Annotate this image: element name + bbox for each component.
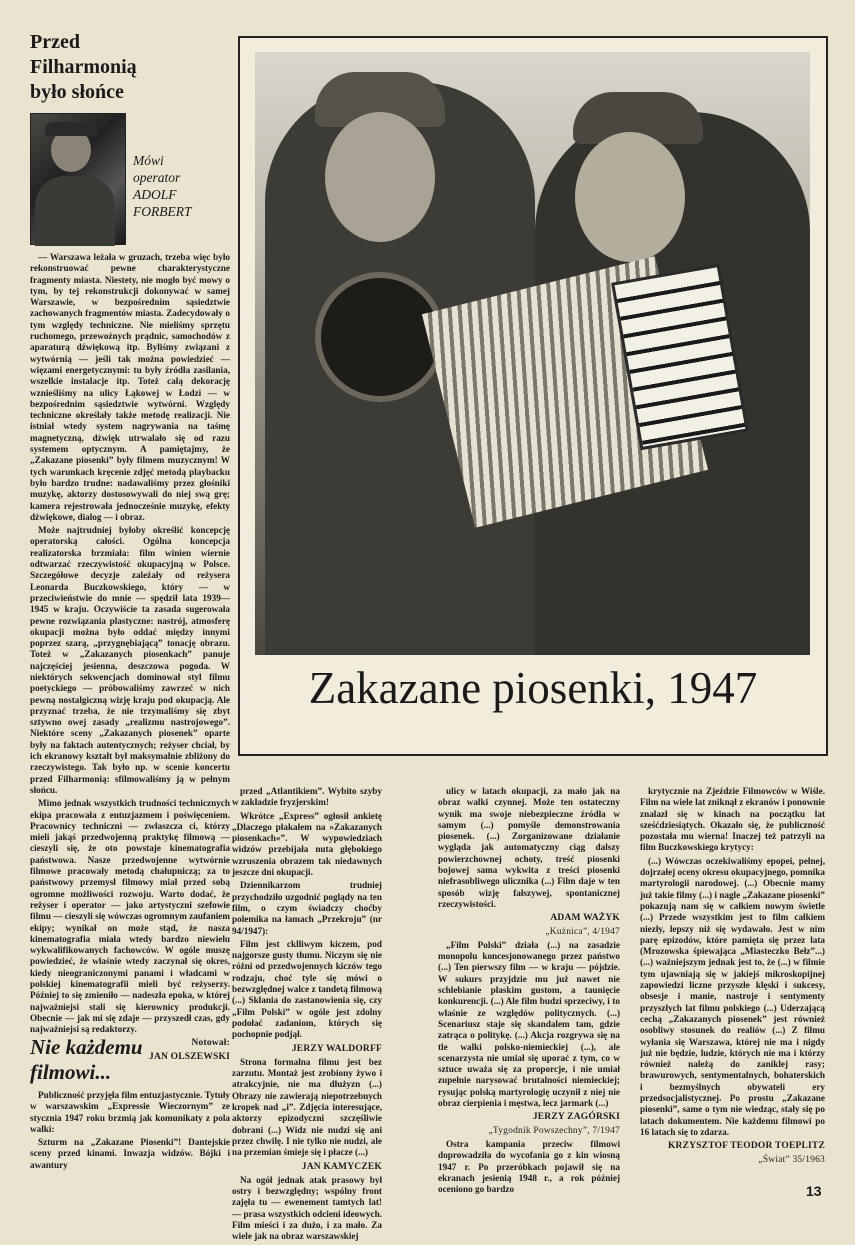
press-paragraph: przed „Atlantikiem”. Wybito szyby w zakładzie fryzjerskim! [232, 786, 382, 808]
operator-portrait-photo [30, 113, 126, 245]
press-paragraph: Dziennikarzom trudniej przychodziło uzgodnić poglądy na ten film, o czym świadczy choćby polemika na łamach „Przekroju” (nr 94/1947): [232, 880, 382, 936]
article-title [30, 30, 230, 105]
press-paragraph: Film jest cklliwym kiczem, pod najgorsze gusty tłumu. Niczym się nie różni od przedwojennych kiczów tego rodzaju, choć tyle się mówi o bezwzględnej walce z tandetą filmową (...) Skłania do zastanowienia się, czy „Film Polski” w ogóle jest zdolny podołać zadaniom, których się pochopnie podjął. [232, 938, 382, 1040]
subhead-line: filmowi... [30, 1060, 112, 1084]
press-paragraph: Na ogół jednak atak prasowy był ostry i bezwzględny; wspólny front zajęła tu — ewenement tamtych lat! — prasa wszystkich odcieni ideowych. Film mieści i za dużo, i za mało. Za wiele jak na obraz warszawskiej [232, 1174, 382, 1242]
page-number: 13 [806, 1183, 822, 1199]
subsection-paragraph: Szturm na „Zakazane Piosenki”! Dantejskie sceny przed kinami. Inwazja widzów. Bójki i awantury [30, 1137, 230, 1170]
press-paragraph: ulicy w latach okupacji, za mało jak na obraz walki czynnej. Może ten ostateczny wynik ma swoje niebezpieczne źródła w samym (...) pomyśle demonstrowania piosenek. (...) Zorganizowane działanie wygląda jak automatyczny ciąg dalszy powierzchownej ochoty, treść piosenki bojowej sama wykwita z treści piosenki niefrasobliwego ulicznika (...) Film daje w ten sposób wizję fałszywej, spontanicznej rzeczywistości. [438, 786, 620, 909]
caption-line: operator [133, 170, 181, 185]
caption-line: FORBERT [133, 204, 192, 219]
press-paragraph: Ostra kampania przeciw filmowi doprowadziła do wycofania go z kin wiosną 1947 r. Po przeróbkach pojawił się na ekranach jesienią 1948 r., a rok później oceniono go bardzo [438, 1138, 620, 1195]
signature: ADAM WAŻYK [550, 913, 620, 924]
press-paragraph: „Film Polski” działa (...) na zasadzie monopolu koncesjonowanego przez państwo (...) Ten pierwszy film — w kraju — pójdzie. W sukurs przyjdzie mu już nawet nie schlebianie płaskim gustom, a taunięcie konkurencji. (...) Ale film budzi sprzeciwy, i to właśnie ze względów politycznych. (...) Scenariusz staje się skandalem tam, gdzie zatrąca o politykę. (...) Akcja rozgrywa się na tle walki polsko-niemieckiej (...), ale scenarzysta nie umiał się uporać z tym, co w sztuce uważa się za proporcje, i nie umiał zupełnie narysować brutalności niemieckiej; rysując polską martyrologię uczynił z niej nie obraz cierpienia i męstwa, lecz jarmark (...) [438, 939, 620, 1109]
subsection-paragraph: Publiczność przyjęła film entuzjastycznie. Tytuły w warszawskim „Expressie Wieczornym” ze stycznia 1947 roku brzmią jak komunikaty z pola walki: [30, 1090, 230, 1134]
signature-source: „Tygodnik Powszechny”, 7/1947 [488, 1125, 620, 1136]
subsection-column [30, 1090, 230, 1173]
press-column-1 [232, 786, 382, 1245]
title-line: Przed [30, 31, 80, 53]
interview-paragraph: Mimo jednak wszystkich trudności technicznych ekipa pracowała z entuzjazmem i poświęceniem. Pracownicy techniczni — zwłaszcza ci, którzy mieli jakąś przedwojenną praktykę filmową — cieszyli się, że oto powstaje kinematografia państwowa. Nasze przedwojenne wytwórnie filmowe pracowały metodą chałupniczą; za to państwowy przemysł filmowy miał przed sobą ogromne możliwości rozwoju. Warto dodać, że reżyser i operator — jako artystyczni szefowie filmu — cieszyli się wówczas ogromnym zaufaniem ekipy; wynikał on może stąd, że nasza kinematografia miała wtedy bardzo niewielu wykwalifikowanych fachowców. W ogóle muszę powiedzieć, że właśnie wtedy zaczynał się okres, kiedy nieograniczonymi panami i władcami w polskiej kinematografii mieli być reżyserzy. Później to się zmieniło — nadeszła epoka, w której najważniejsi stali się kierownicy produkcji. Obecnie — jak mi się zdaje — przyszedł czas, gdy najważniejsi są redaktorzy. [30, 798, 230, 1035]
press-column-3 [640, 786, 825, 1168]
portrait-caption [133, 152, 233, 220]
tambourine [315, 272, 445, 402]
signature: KRZYSZTOF TEODOR TOEPLITZ [667, 1141, 825, 1152]
film-still-photo [255, 52, 810, 655]
signature: JERZY WALDORFF [291, 1043, 382, 1054]
signature: JERZY ZAGÓRSKI [532, 1112, 620, 1123]
caption-line: ADOLF [133, 187, 177, 202]
title-line: Filharmonią [30, 56, 137, 78]
interview-paragraph: — Warszawa leżała w gruzach, trzeba więc było rekonstruować pewne charakterystyczne fragmenty miasta. Niestety, nie mogło być mowy o tym, by tej rekonstrukcji dokonywać w samej Warszawie, w bezpośrednim sąsiedztwie zachowanych fragmentów miasta. Zadecydowały o tym względy techniczne. Nie mieliśmy sprzętu ruchomego, przewoźnych prądnic, samochodów z aparaturą dźwiękową itp. Byliśmy związani z wytwórnią — jeśli tak można powiedzieć — więzami energetycznymi: tu były źródła zasilania, wszelkie instalacje itp. Toteż całą dekorację wznieśliśmy na ulicy Łąkowej w Łodzi — w bezpośrednim sąsiedztwie wytwórni. Względy techniczne określały także metodę realizacji. Nie istniał wtedy system nagrywania na taśmę magnetyczną, dźwięk utrwalało się od razu systemem optycznym. A pamiętajmy, że „Zakazane piosenki” były filmem muzycznym! W tych warunkach kręcenie zdjęć metodą playbacku było bardzo trudne: nadawaliśmy przez głośniki muzykę, aktorzy dostosowywali do niej swą grę; kamera rejestrowała jednocześnie muzykę, efekty dźwiękowe, dialog — i obraz. [30, 252, 230, 522]
caption-line: Mówi [133, 153, 164, 168]
note-label: Notował: [191, 1038, 230, 1049]
subheading [30, 1035, 230, 1085]
press-column-2 [438, 786, 620, 1197]
signature-source: „Kuźnica”, 4/1947 [545, 926, 620, 937]
signature: JAN KAMYCZEK [301, 1161, 382, 1172]
interview-column [30, 252, 230, 1065]
press-paragraph: Strona formalna filmu jest bez zarzutu. Montaż jest zrobiony żywo i atrakcyjnie, nie ma dłużyzn (...) Obrazy nie zawierają niepotrzebnych kropek nad „i”. Zdjęcia interesujące, aktorzy epizodyczni szczęśliwie dobrani (...) Widz nie nudzi się ani przez chwilę. I nie tylko nie nudzi, ale na przemian śmieje się i płacze (...) [232, 1056, 382, 1158]
subhead-line: Nie każdemu [30, 1035, 143, 1059]
signature-source: „Świat” 35/1963 [758, 1154, 825, 1165]
film-headline: Zakazane piosenki, 1947 [308, 663, 758, 713]
press-paragraph: Wkrótce „Express” ogłosił ankietę „Dlaczego płakałem na »Zakazanych piosenkach«”. W wypowiedziach widzów przebijała nuta głębokiego wzruszenia obrazem tak niedawnych jeszcze dni okupacji. [232, 810, 382, 878]
interview-paragraph: Może najtrudniej byłoby określić koncepcję operatorską całości. Ogólna koncepcja realizatorska brzmiała: film winien wiernie odtwarzać rzeczywistość okupacyjną w Polsce. Szczegółowe decyzje zależały od reżysera Leonarda Buczkowskiego, który — w przeciwieństwie do mnie — spędził lata 1939—1945 w kraju. Oczywiście ta zasada sugerowała pewne rozwiązania plastyczne: nastrój, atmosferę okupacji można było oddać między innymi poprzez szarą, „przygnębiającą” tonację obrazu. Toteż w „Zakazanych piosenkach” panuje najczęściej jesienna, deszczowa pogoda. W niektórych sekwencjach dominował styl filmu poetyckiego — próbowaliśmy zawrzeć w nich pewną nostalgiczną wizję kraju pod okupacją. Ale przyznać trzeba, że nie trzymaliśmy się zbyt sztywno owej zasady „realizmu nastrojowego”. Niektóre sceny „Zakazanych piosenek” oparte były na faktach autentycznych; reżyser chciał, by ich ekranowy kształt był maksymalnie zbliżony do rzeczywistego. Tak było np. w scenie koncertu przed Filharmonią: sfilmowaliśmy ją w pełnym słońcu. [30, 525, 230, 795]
press-paragraph: krytycznie na Zjeździe Filmowców w Wiśle. Film na wiele lat zniknął z ekranów i ponownie znalazł się w kinach na początku lat sześćdziesiątych. Okazało się, że publiczność pozostała mu wierna! Inaczej też patrzyli na film Buczkowskiego krytycy: [640, 786, 825, 853]
press-paragraph: (...) Wówczas oczekiwaliśmy epopei, pełnej, dojrzałej oceny okresu okupacyjnego, pomnika martyrologii narodowej. (...) Obecnie mamy już takie filmy (...) i nagle „Zakazane piosenki” pokazują nam się w całkiem nowym świetle (...) Przede wszystkim jest to film całkiem niezły, lepszy niż się wydawało. Jest w nim parę epizodów, które pamięta się przez lata (Mrozowska śpiewająca „Miasteczko Bełz”...) (...) ważniejszym jednak jest to, że (...) w filmie tym ujawniają się w jakiejś mikroskopijnej zapowiedzi liczne przyszłe klęski i sukcesy, obsesje i manie, nastroje i sentymenty przyszłych lat filmu polskiego (...) Uderzającą cechą „Zakazanych piosenek” jest również osobliwy stosunek do realiów (...) Z filmu wyłania się Warszawa, której nie ma i nigdy już nie będzie, ludzie, których nie ma i którzy również należą do zaniklej rasy; brawurowych, sentymentalnych, bohaterskich i bezmyślnych obywateli ery przedsocjalistycznej. Po prostu „Zakazane piosenki”, same o tym nie wiedząc, stały się po latach dokumentem. Nie każdemu filmowi po 16 latach się to zdarza. [640, 855, 825, 1137]
title-line: było słońce [30, 81, 124, 103]
note-author: JAN OLSZEWSKI [149, 1051, 230, 1062]
